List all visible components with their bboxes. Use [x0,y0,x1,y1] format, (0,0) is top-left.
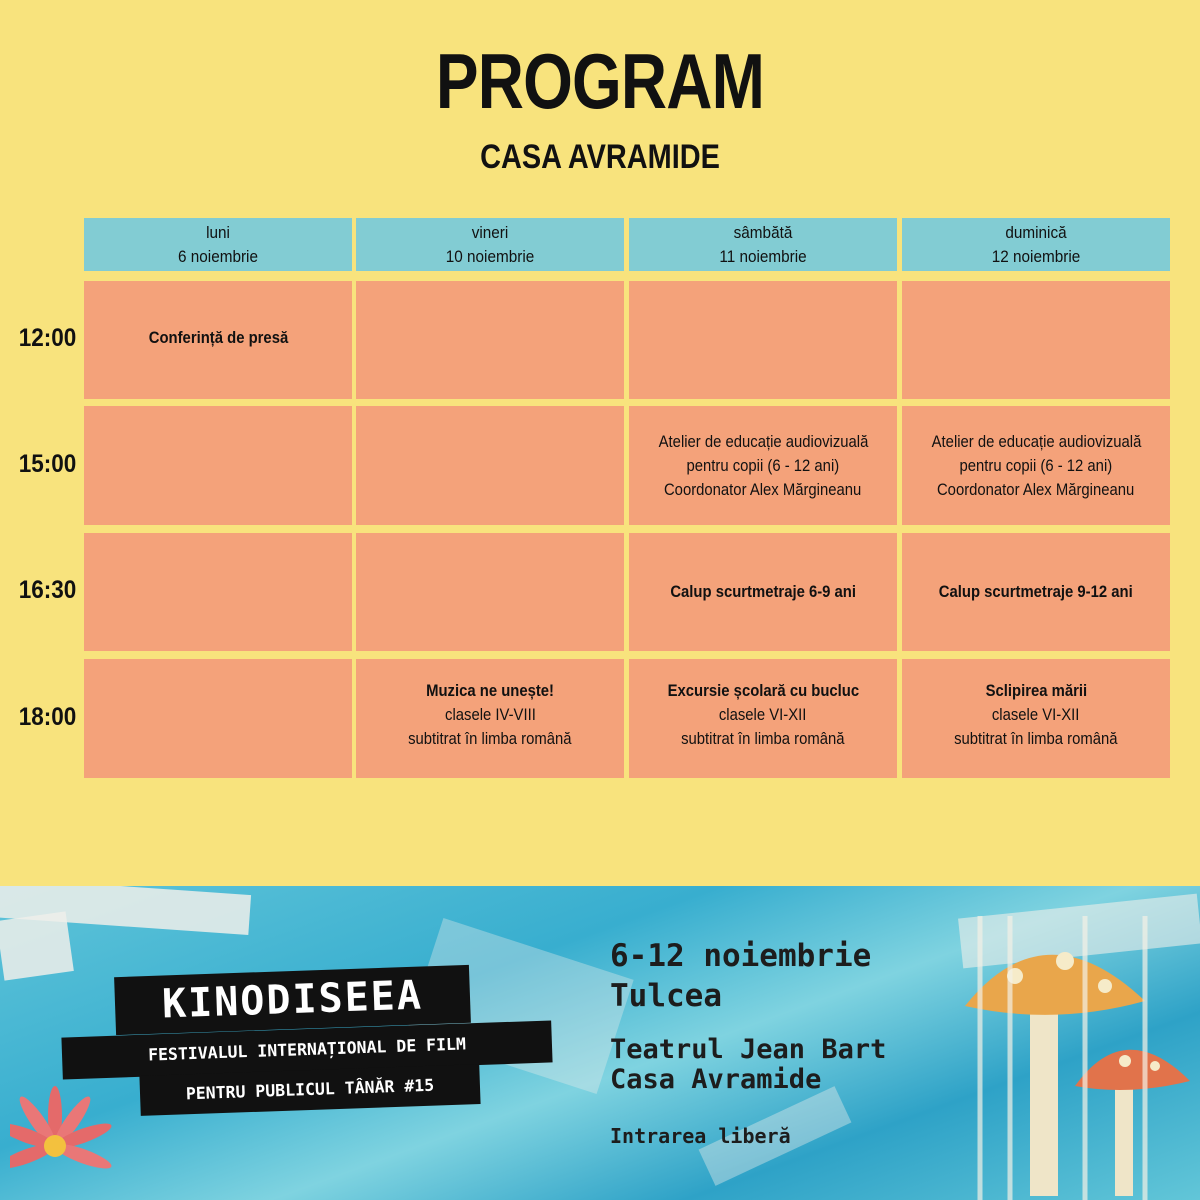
event-detail: Coordonator Alex Mărgineanu [664,480,862,499]
schedule-cell [629,281,897,399]
schedule-cell [902,533,1170,651]
event-detail: pentru copii (6 - 12 ani) [959,456,1113,475]
festival-banner [0,886,1200,1200]
event-detail: pentru copii (6 - 12 ani) [686,456,840,475]
day-header [356,218,624,271]
time-label: 15:00 [18,449,77,478]
mushroom-illustration [955,916,1195,1200]
time-label: 12:00 [18,324,77,352]
day-date: 12 noiembrie [991,247,1081,266]
time-label: 18:00 [18,702,77,731]
event-detail: Coordonator Alex Mărgineanu [937,480,1135,499]
schedule-cell [902,281,1170,399]
event-detail: clasele VI-XII [719,706,807,724]
day-name: vineri [471,223,509,242]
day-date: 6 noiembrie [178,247,258,266]
festival-city: Tulcea [610,978,722,1014]
festival-name: KINODISEEA [114,965,471,1035]
event-detail: subtitrat în limba română [681,730,845,748]
event-detail: clasele IV-VIII [444,706,536,724]
festival-dates: 6-12 noiembrie [610,938,872,974]
entry-info: Intrarea liberă [610,1124,791,1148]
event-title: Sclipirea mării [985,682,1087,700]
flower-illustration [10,1086,120,1196]
event-title: Atelier de educație audiovizuală [931,432,1141,451]
day-header [629,218,897,271]
festival-line-1: FESTIVALUL INTERNAȚIONAL DE FILM [61,1020,552,1079]
schedule-cell [629,659,897,778]
schedule-cell [356,406,624,525]
schedule-cell [356,533,624,651]
schedule-cell [629,406,897,525]
event-title: Calup scurtmetraje 9-12 ani [939,583,1133,601]
page-title: PROGRAM [435,37,765,125]
festival-line-2: PENTRU PUBLICUL TÂNĂR #15 [139,1064,480,1116]
venue-1: Teatrul Jean Bart [610,1034,887,1065]
day-name: luni [206,223,230,242]
event-title: Calup scurtmetraje 6-9 ani [670,583,856,601]
event-title: Excursie școlară cu bucluc [667,682,859,700]
schedule-cell [356,659,624,778]
page-subtitle: CASA AVRAMIDE [480,138,720,176]
event-detail: clasele VI-XII [992,706,1080,724]
day-date: 10 noiembrie [445,247,535,266]
schedule-cell [84,659,352,778]
newspaper-scrap [0,911,74,980]
schedule-cell [84,281,352,399]
day-header [84,218,352,271]
day-date: 11 noiembrie [719,247,807,266]
event-title: Atelier de educație audiovizuală [658,432,868,451]
schedule-cell [356,281,624,399]
time-label: 16:30 [18,576,77,604]
event-detail: subtitrat în limba română [408,730,572,748]
schedule-cell [84,406,352,525]
day-name: duminică [1005,223,1067,242]
day-name: sâmbătă [733,223,793,242]
schedule-cell [902,406,1170,525]
event-title: Conferință de presă [148,329,288,347]
venue-2: Casa Avramide [610,1064,822,1095]
schedule-cell [629,533,897,651]
schedule-cell [84,533,352,651]
schedule-cell [902,659,1170,778]
event-title: Muzica ne unește! [426,682,554,700]
day-header [902,218,1170,271]
event-detail: subtitrat în limba română [954,730,1118,748]
